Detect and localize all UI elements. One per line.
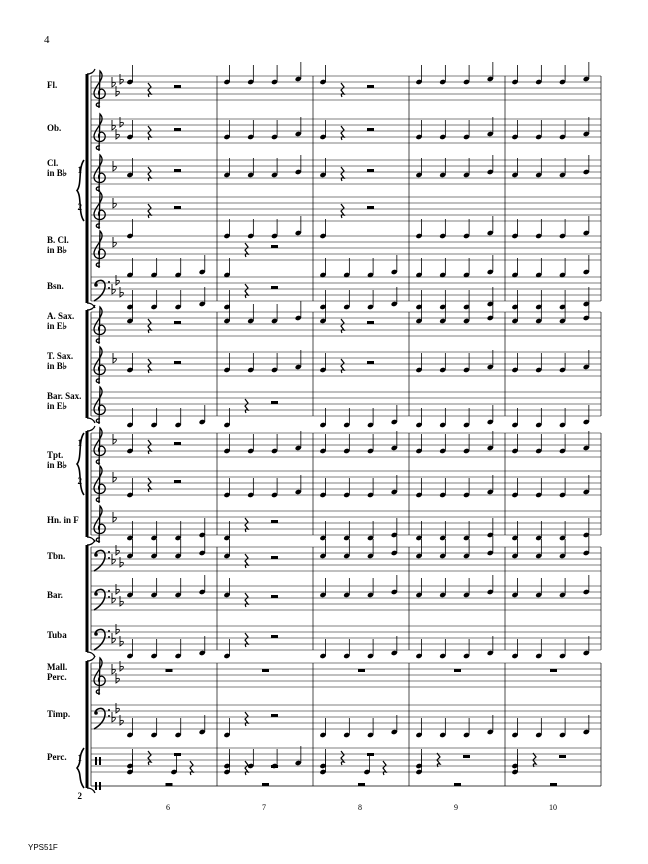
measure-number: 8 (358, 803, 362, 812)
instrument-label: Bar. (47, 590, 63, 600)
part-number: 1 (77, 438, 82, 448)
treble-clef (94, 192, 105, 229)
half-rest (271, 714, 278, 717)
bass-clef-dot (108, 281, 110, 283)
treble-clef (94, 347, 105, 384)
bracket-hook (87, 788, 95, 793)
instrument-label: A. Sax. (47, 311, 75, 321)
instrument-label: Perc. (47, 672, 67, 682)
instrument-label: in B♭ (47, 361, 68, 371)
footer-code: YPS51F (28, 843, 58, 852)
quarter-rest (148, 319, 151, 333)
bass-clef-dot (108, 630, 110, 632)
flat-sign (116, 584, 119, 594)
bass-clef-dot (94, 283, 98, 287)
quarter-rest (245, 593, 248, 607)
staff (91, 231, 601, 268)
half-rest (559, 755, 566, 758)
quarter-rest (383, 761, 386, 775)
instrument-label: Tbn. (47, 551, 66, 561)
quarter-rest (245, 399, 248, 413)
instrument-label: in E♭ (47, 321, 68, 331)
half-rest (174, 128, 181, 131)
half-rest (463, 755, 470, 758)
bracket-hook (87, 656, 95, 661)
bracket-hook (87, 418, 95, 423)
staff-notes (126, 117, 589, 140)
quarter-rest (148, 751, 151, 765)
instrument-label: Bar. Sax. (47, 391, 82, 401)
whole-rest (454, 783, 461, 786)
quarter-rest (341, 204, 344, 218)
measure-number: 9 (454, 803, 458, 812)
flat-sign (116, 624, 119, 634)
instrument-label: B. Cl. (47, 235, 69, 245)
bracket-hook (87, 69, 95, 74)
half-rest (271, 765, 278, 768)
flat-sign (120, 661, 123, 671)
half-rest (367, 206, 374, 209)
staff (91, 71, 601, 108)
treble-clef (94, 466, 105, 503)
flat-sign (116, 129, 119, 139)
whole-rest (454, 669, 461, 672)
flat-sign (116, 545, 119, 555)
flat-sign (116, 703, 119, 713)
instrument-label: in B♭ (47, 245, 68, 255)
half-rest (367, 169, 374, 172)
staff-notes (126, 575, 589, 607)
flat-sign (120, 715, 123, 725)
flat-sign (120, 557, 123, 567)
staff-notes (126, 633, 589, 659)
staff-notes (126, 518, 589, 541)
measure-number: 10 (549, 803, 557, 812)
quarter-rest (341, 83, 344, 97)
staff (91, 428, 601, 465)
staff-notes (126, 155, 589, 181)
half-rest (367, 85, 374, 88)
treble-clef (94, 114, 105, 151)
quarter-rest (341, 126, 344, 140)
half-rest (174, 206, 181, 209)
staff (91, 347, 601, 384)
staff (91, 624, 601, 650)
whole-rest (358, 669, 365, 672)
bass-clef-dot (108, 709, 110, 711)
flat-sign (116, 275, 119, 285)
flat-sign (120, 287, 123, 297)
treble-clef (94, 155, 105, 192)
half-rest (367, 753, 374, 756)
half-rest (174, 321, 181, 324)
quarter-rest (148, 478, 151, 492)
quarter-rest (245, 243, 248, 257)
half-rest (271, 245, 278, 248)
staff (91, 275, 601, 301)
bass-clef-dot (108, 590, 110, 592)
instrument-label: in B♭ (47, 168, 68, 178)
treble-clef (94, 506, 105, 543)
staff-notes (126, 536, 589, 568)
treble-clef (94, 71, 105, 108)
bracket-hook (87, 652, 95, 657)
half-rest (174, 85, 181, 88)
half-rest (271, 401, 278, 404)
staff-notes (126, 431, 589, 454)
quarter-rest (190, 761, 193, 775)
percussion-clef (99, 757, 101, 765)
bass-clef-dot (94, 711, 98, 715)
staff-notes (166, 669, 558, 672)
staff (91, 307, 601, 344)
flat-sign (116, 86, 119, 96)
staff-notes (126, 475, 589, 498)
half-rest (271, 595, 278, 598)
bass-clef-dot (108, 596, 110, 598)
quarter-rest (245, 761, 248, 775)
whole-rest (262, 669, 269, 672)
treble-clef (94, 307, 105, 344)
bass-clef-dot (108, 636, 110, 638)
part-number: 1 (77, 165, 82, 175)
whole-rest (166, 783, 173, 786)
quarter-rest (245, 554, 248, 568)
quarter-rest (148, 359, 151, 373)
quarter-rest (245, 633, 248, 647)
staff (91, 703, 601, 729)
whole-rest (166, 669, 173, 672)
instrument-label: Tuba (47, 630, 67, 640)
part-number: 2 (77, 476, 82, 486)
staff (91, 466, 601, 503)
half-rest (174, 753, 181, 756)
half-rest (271, 556, 278, 559)
whole-rest (358, 783, 365, 786)
flat-sign (120, 596, 123, 606)
part-number: 2 (77, 791, 82, 801)
half-rest (367, 128, 374, 131)
quarter-rest (148, 126, 151, 140)
whole-rest (262, 783, 269, 786)
instrument-label: T. Sax. (47, 351, 74, 361)
half-rest (367, 361, 374, 364)
staff-notes (126, 62, 589, 97)
treble-clef (94, 387, 105, 424)
bass-clef-dot (94, 592, 98, 596)
instrument-label: Bsn. (47, 281, 64, 291)
bass-clef-dot (108, 715, 110, 717)
quarter-rest (148, 204, 151, 218)
bass-clef-dot (94, 632, 98, 636)
instrument-label: Cl. (47, 158, 59, 168)
percussion-clef (95, 757, 97, 765)
staff-notes (166, 783, 558, 786)
half-rest (271, 635, 278, 638)
whole-rest (550, 783, 557, 786)
treble-clef (94, 658, 105, 695)
instrument-label: Tpt. (47, 450, 64, 460)
bracket-hook (87, 426, 95, 431)
staff-notes (126, 746, 566, 775)
staff-notes (126, 399, 589, 428)
instrument-label: Timp. (47, 709, 71, 719)
treble-clef (94, 231, 105, 268)
quarter-rest (148, 83, 151, 97)
part-number: 1 (77, 753, 82, 763)
percussion-clef (99, 782, 101, 790)
page-number: 4 (44, 34, 50, 46)
percussion-clef (95, 782, 97, 790)
instrument-label: in B♭ (47, 460, 68, 470)
whole-rest (550, 669, 557, 672)
flat-sign (116, 673, 119, 683)
staff-notes (126, 301, 589, 333)
flat-sign (120, 117, 123, 127)
instrument-label: Hn. in F (47, 515, 79, 525)
instrument-label: Perc. (47, 752, 67, 762)
flat-sign (120, 636, 123, 646)
measure-number: 7 (262, 803, 266, 812)
quarter-rest (341, 359, 344, 373)
bass-clef-dot (108, 287, 110, 289)
measure-number: 6 (166, 803, 170, 812)
quarter-rest (245, 284, 248, 298)
quarter-rest (341, 167, 344, 181)
instrument-label: in E♭ (47, 401, 68, 411)
quarter-rest (148, 167, 151, 181)
staff-notes (126, 350, 589, 373)
flat-sign (120, 74, 123, 84)
half-rest (174, 169, 181, 172)
staff (91, 114, 601, 151)
treble-clef (94, 428, 105, 465)
bass-clef-dot (108, 557, 110, 559)
half-rest (174, 480, 181, 483)
staff (91, 155, 601, 192)
quarter-rest (341, 319, 344, 333)
staff (91, 192, 601, 229)
half-rest (271, 520, 278, 523)
half-rest (367, 321, 374, 324)
quarter-rest (148, 440, 151, 454)
bass-clef-dot (108, 551, 110, 553)
staff-notes (126, 284, 589, 310)
staff (91, 387, 601, 424)
quarter-rest (245, 518, 248, 532)
quarter-rest (245, 712, 248, 726)
half-rest (271, 286, 278, 289)
instrument-label: Ob. (47, 123, 62, 133)
staff (91, 748, 601, 772)
bass-clef-dot (94, 553, 98, 557)
instrument-label: Fl. (47, 80, 58, 90)
half-rest (174, 361, 181, 364)
half-rest (174, 442, 181, 445)
instrument-label: Mall. (47, 662, 68, 672)
staff (91, 658, 601, 695)
part-number: 2 (77, 202, 82, 212)
quarter-rest (341, 751, 344, 765)
staff-notes (126, 712, 589, 738)
